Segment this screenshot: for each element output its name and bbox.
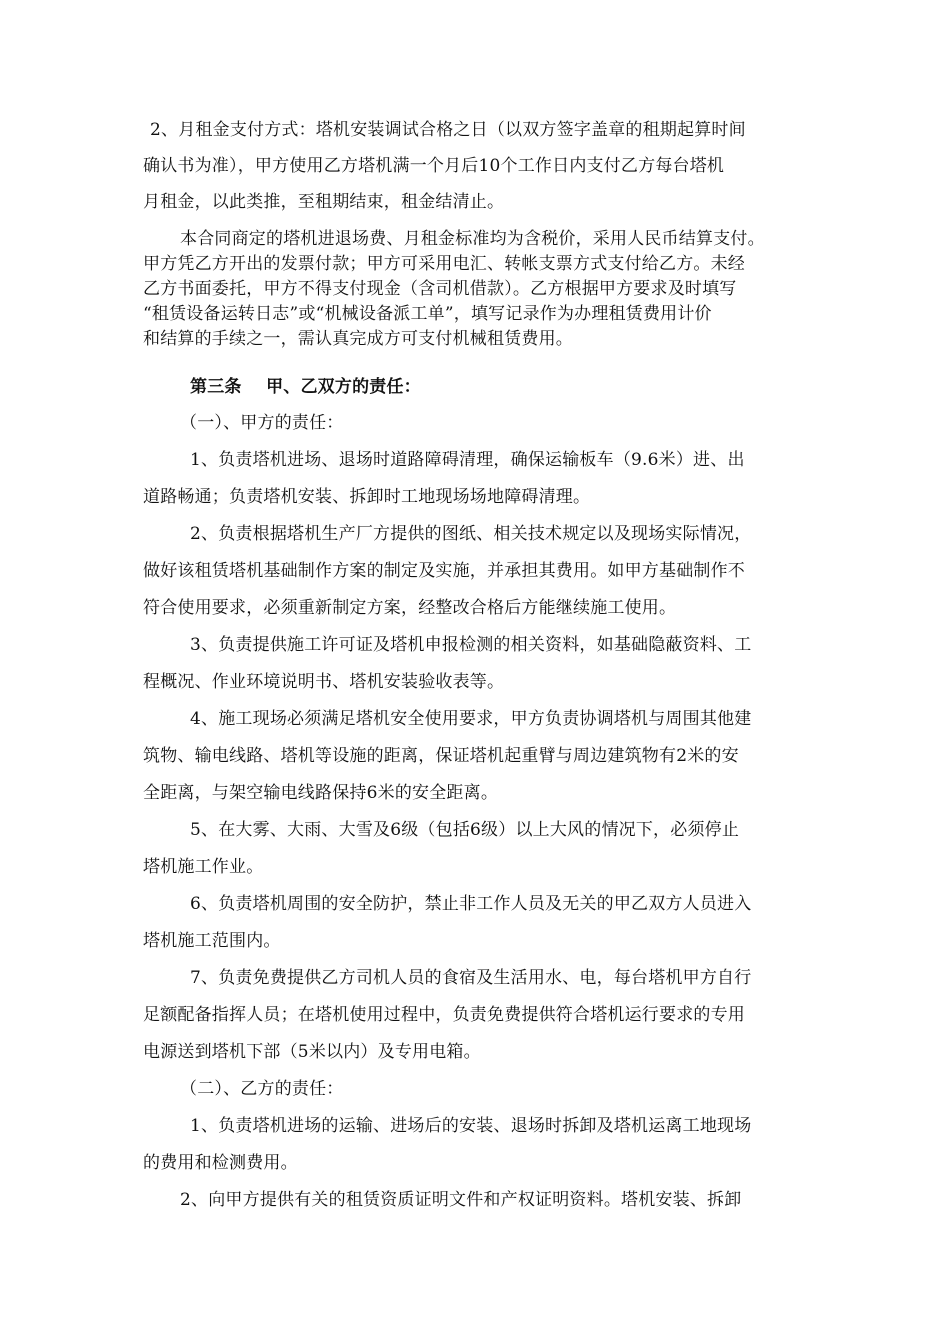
party-a-item-3-line-1: 3、负责提供施工许可证及塔机申报检测的相关资料，如基础隐蔽资料、工 [190,635,752,655]
party-a-item-2-line-2: 做好该租赁塔机基础制作方案的制定及实施，并承担其费用。如甲方基础制作不 [143,561,745,581]
party-a-heading: （一）、甲方的责任： [180,413,344,433]
party-b-item-1-line-2: 的费用和检测费用。 [143,1153,298,1173]
payment-line-2: 确认书为准），甲方使用乙方塔机满一个月后10个工作日内支付乙方每台塔机 [143,156,725,176]
party-a-item-5-line-1: 5、在大雾、大雨、大雪及6级（包括6级）以上大风的情况下，必须停止 [190,820,740,840]
party-a-item-4-line-2: 筑物、输电线路、塔机等设施的距离，保证塔机起重臂与周边建筑物有2米的安 [143,746,739,766]
party-a-item-4-line-1: 4、施工现场必须满足塔机安全使用要求，甲方负责协调塔机与周围其他建 [190,709,752,729]
party-a-item-7-line-1: 7、负责免费提供乙方司机人员的食宿及生活用水、电，每台塔机甲方自行 [190,968,752,988]
payment-line-3: 月租金，以此类推，至租期结束，租金结清止。 [143,192,505,212]
party-a-item-7-line-2: 足额配备指挥人员；在塔机使用过程中，负责免费提供符合塔机运行要求的专用 [143,1005,745,1025]
party-a-item-2-line-1: 2、负责根据塔机生产厂方提供的图纸、相关技术规定以及现场实际情况， [190,524,752,544]
settlement-line-4: “租赁设备运转日志”或“机械设备派工单”，填写记录作为办理租赁费用计价 [143,304,712,324]
settlement-line-2: 甲方凭乙方开出的发票付款；甲方可采用电汇、转帐支票方式支付给乙方。未经 [143,254,745,274]
party-a-item-6-line-1: 6、负责塔机周围的安全防护，禁止非工作人员及无关的甲乙双方人员进入 [190,894,752,914]
party-a-item-6-line-2: 塔机施工范围内。 [143,931,281,951]
settlement-line-1: 本合同商定的塔机进退场费、月租金标准均为含税价，采用人民币结算支付。 [180,229,765,249]
party-a-item-1-line-1: 1、负责塔机进场、退场时道路障碍清理，确保运输板车（9.6米）进、出 [190,450,745,470]
party-b-heading: （二）、乙方的责任： [180,1079,344,1099]
party-a-item-2-line-3: 符合使用要求，必须重新制定方案，经整改合格后方能继续施工使用。 [143,598,677,618]
party-a-item-1-line-2: 道路畅通；负责塔机安装、拆卸时工地现场场地障碍清理。 [143,487,591,507]
party-a-item-3-line-2: 程概况、作业环境说明书、塔机安装验收表等。 [143,672,505,692]
party-a-item-7-line-3: 电源送到塔机下部（5米以内）及专用电箱。 [143,1042,481,1062]
payment-line-1: 2、月租金支付方式：塔机安装调试合格之日（以双方签字盖章的租期起算时间 [150,120,746,140]
party-b-item-2-line-1: 2、向甲方提供有关的租赁资质证明文件和产权证明资料。塔机安装、拆卸 [180,1190,742,1210]
party-a-item-4-line-3: 全距离，与架空输电线路保持6米的安全距离。 [143,783,499,803]
article-heading: 第三条 甲、乙双方的责任： [190,377,421,397]
party-a-item-5-line-2: 塔机施工作业。 [143,857,264,877]
settlement-line-3: 乙方书面委托，甲方不得支付现金（含司机借款）。乙方根据甲方要求及时填写 [143,279,737,299]
party-b-item-1-line-1: 1、负责塔机进场的运输、进场后的安装、退场时拆卸及塔机运离工地现场 [190,1116,752,1136]
settlement-line-5: 和结算的手续之一，需认真完成方可支付机械租赁费用。 [143,329,573,349]
